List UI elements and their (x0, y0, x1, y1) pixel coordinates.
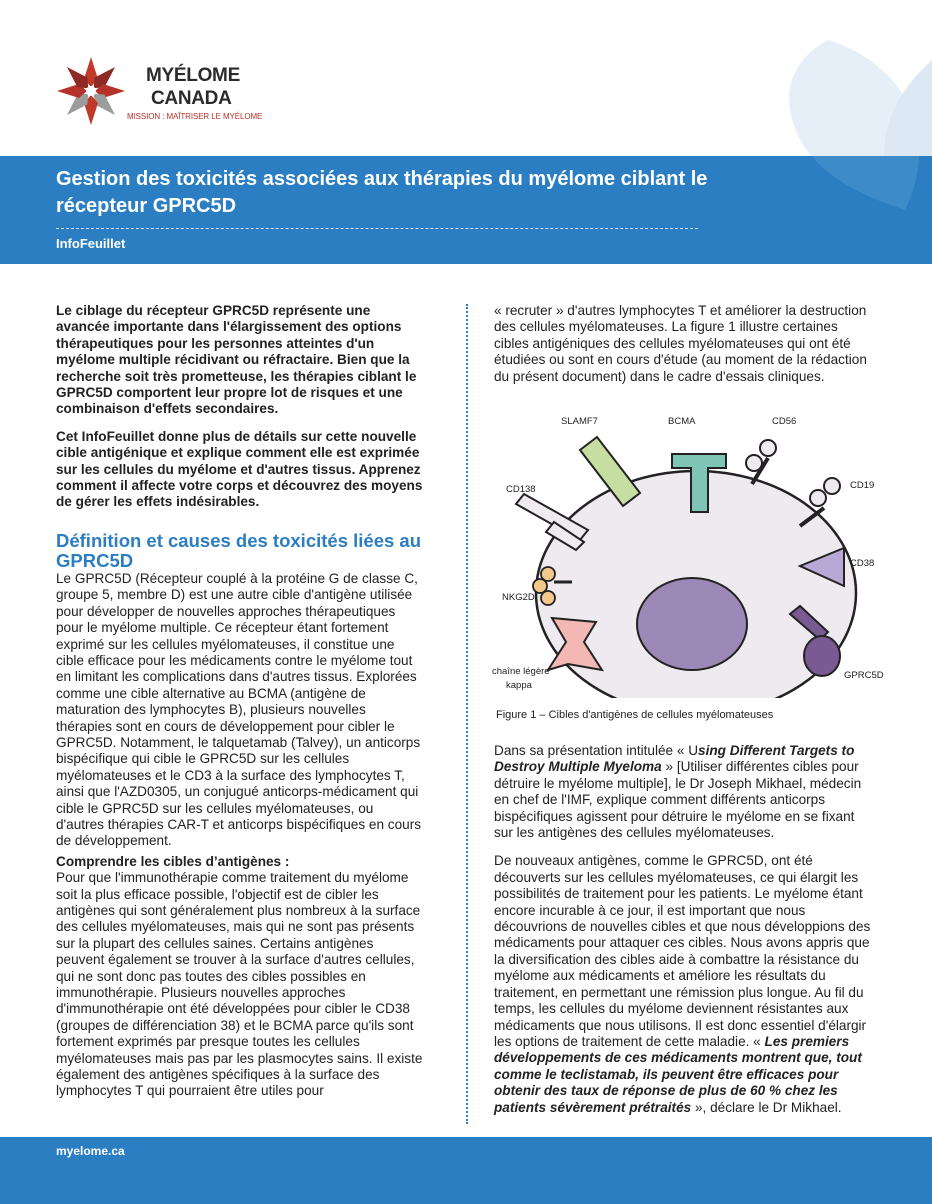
antigen-figure (484, 408, 904, 698)
footer-band (0, 1137, 932, 1204)
cell-nucleus (637, 578, 747, 670)
p3-text-a: De nouveaux antigènes, comme le GPRC5D, ont été découverts sur les cellules myélomateuses, ce qui élargit les possibilités de traitement pour les patients. Le myélome étant encore incurable à ce jour, il est important que nous découvrions de nouvelles cibles et que nous développions des médicaments pour attaquer ces cibles. Nous avons appris que la diversification des cibles aide à combattre la résistance du myélome aux médicaments et améliore les résultats du traitement, en permettant une rémission plus longue. Au fil du temps, les cellules du myélome deviennent résistantes aux médicaments que nous utilisons. Il est donc essentiel d'élargir les options de traitement de cette maladie. « (494, 853, 871, 1049)
page-title: Gestion des toxicités associées aux thérapies du myélome ciblant le récepteur GPRC5D (56, 168, 708, 217)
subheading: Comprendre les cibles d’antigènes : (56, 853, 290, 869)
p2-text-a: Dans sa présentation intitulée « U (494, 743, 699, 758)
figure-caption: Figure 1 – Cibles d'antigènes de cellules myélomateuses (496, 709, 774, 721)
page-subtitle: InfoFeuillet (56, 236, 126, 251)
label-cd138: CD138 (506, 484, 536, 495)
logo-line1: MYÉLOME (146, 65, 240, 86)
label-kappa-line1: chaîne légère (492, 666, 550, 677)
section-heading: Définition et causes des toxicités liées au GPRC5D (56, 529, 421, 571)
right-column-top (494, 303, 874, 385)
body-paragraph-1: Le GPRC5D (Récepteur couplé à la protéine G de classe C, groupe 5, membre D) est une autre cible d'antigène utilisée pour développer de nouvelles approches thérapeutiques pour le myélome multiple. Ce récepteur étant fortement exprimé sur les cellules myélomateuses, il constitue une cible efficace pour les médicaments contre le myélome tout en limitant les complications dans d'autres tissus. Explorées comme une cible alternative au BCMA (antigène de maturation des lymphocytes B), plusieurs nouvelles thérapies sont en cours de développement pour cibler le GPRC5D. Notamment, le talquetamab (Talvey), un anticorps bispécifique qui cible le GPRC5D sur les cellules myélomateuses et le CD3 à la surface des lymphocytes T, ainsi que l'AZD0305, un conjugué anticorps-médicament qui cible le GPRC5D sur les cellules myélomateuses, ou d'autres thérapies CAR-T et anticorps bispécifiques en cours de développement. (56, 570, 422, 849)
right-paragraph-1: « recruter » d'autres lymphocytes T et améliorer la destruction des cellules myélomateuses. La figure 1 illustre certaines cibles antigéniques des cellules myélomateuses qui ont été étudiées ou sont en cours d'étude (au moment de la rédaction du présent document) dans le cadre d'essais cliniques. (494, 303, 867, 384)
body-paragraph-2: Pour que l'immunothérapie comme traitement du myélome soit la plus efficace possible, l'objectif est de cibler les antigènes qui sont généralement plus nombreux à la surface des cellules myélomateuses, mais qui ne sont pas présents sur la plupart des cellules saines. Certains antigènes peuvent également se trouver à la surface d'autres cellules, qui ne sont donc pas toutes des cibles possibles en immunothérapie. Plusieurs nouvelles approches d'immunothérapie ont été développées pour cibler le CD38 (groupes de différenciation 38) et le BCMA parce qu'ils sont fortement exprimés par presque toutes les cellules myélomateuses mais pas par les plasmocytes sains. Il existe également des antigènes spécifiques à la surface des lymphocytes T qui pourraient être utiles pour (56, 870, 423, 1099)
label-nkg2d: NKG2D (502, 592, 535, 603)
label-cd19: CD19 (850, 480, 875, 491)
footer-link[interactable]: myelome.ca (56, 1144, 125, 1158)
intro-paragraph-1: Le ciblage du récepteur GPRC5D représente une avancée importante dans l'élargissement des options thérapeutiques pour les personnes atteintes d'un myélome multiple récidivant ou réfractaire. Bien que la recherche soit très prometteuse, les thérapies ciblant le GPRC5D comportent leur propre lot de risques et une combinaison d'effets secondaires. (56, 303, 417, 417)
p3-text-b: », déclare le Dr Mikhael. (691, 1099, 842, 1115)
p3-quote: Les premiers développements de ces médicaments montrent que, tout comme le teclistamab, ils peuvent être efficaces pour obtenir des taux de réponse de plus de 60 % chez les patients sévèrement prétraités (494, 1033, 862, 1115)
right-paragraph-2 (494, 743, 874, 841)
logo-tagline: MISSION : MAÎTRISER LE MYÉLOME (127, 112, 263, 121)
myelome-canada-logo-icon (52, 54, 130, 128)
label-gprc5d: GPRC5D (844, 670, 884, 681)
logo-line2: CANADA (151, 88, 232, 109)
left-column (56, 303, 424, 1100)
intro (56, 303, 424, 511)
label-bcma: BCMA (668, 416, 696, 427)
label-kappa-line2: kappa (506, 680, 532, 691)
right-paragraph-3 (494, 853, 874, 1116)
p2-text-b: » [Utiliser différentes cibles pour détruire le myélome multiple], le Dr Joseph Mikhael, médecin en chef de l'IMF, explique comment différents anticorps bispécifiques agissent pour détruire le myélome en se fixant sur les antigènes des cellules myélomateuses. (494, 759, 862, 841)
label-cd38: CD38 (850, 558, 875, 569)
intro-paragraph-2: Cet InfoFeuillet donne plus de détails sur cette nouvelle cible antigénique et explique comment elle est exprimée sur les cellules du myélome et d'autres tissus. Apprenez comment il affecte votre corps et découvrez des moyens de gérer les effets indésirables. (56, 428, 423, 510)
label-slamf7: SLAMF7 (561, 416, 598, 427)
title-divider (56, 228, 698, 229)
right-column-bottom (494, 743, 874, 1116)
p2-presentation-title: sing Different Targets to Destroy Multiple Myeloma (494, 743, 855, 775)
logo-wordmark (127, 64, 263, 121)
label-cd56: CD56 (772, 416, 797, 427)
column-divider (466, 304, 468, 1124)
